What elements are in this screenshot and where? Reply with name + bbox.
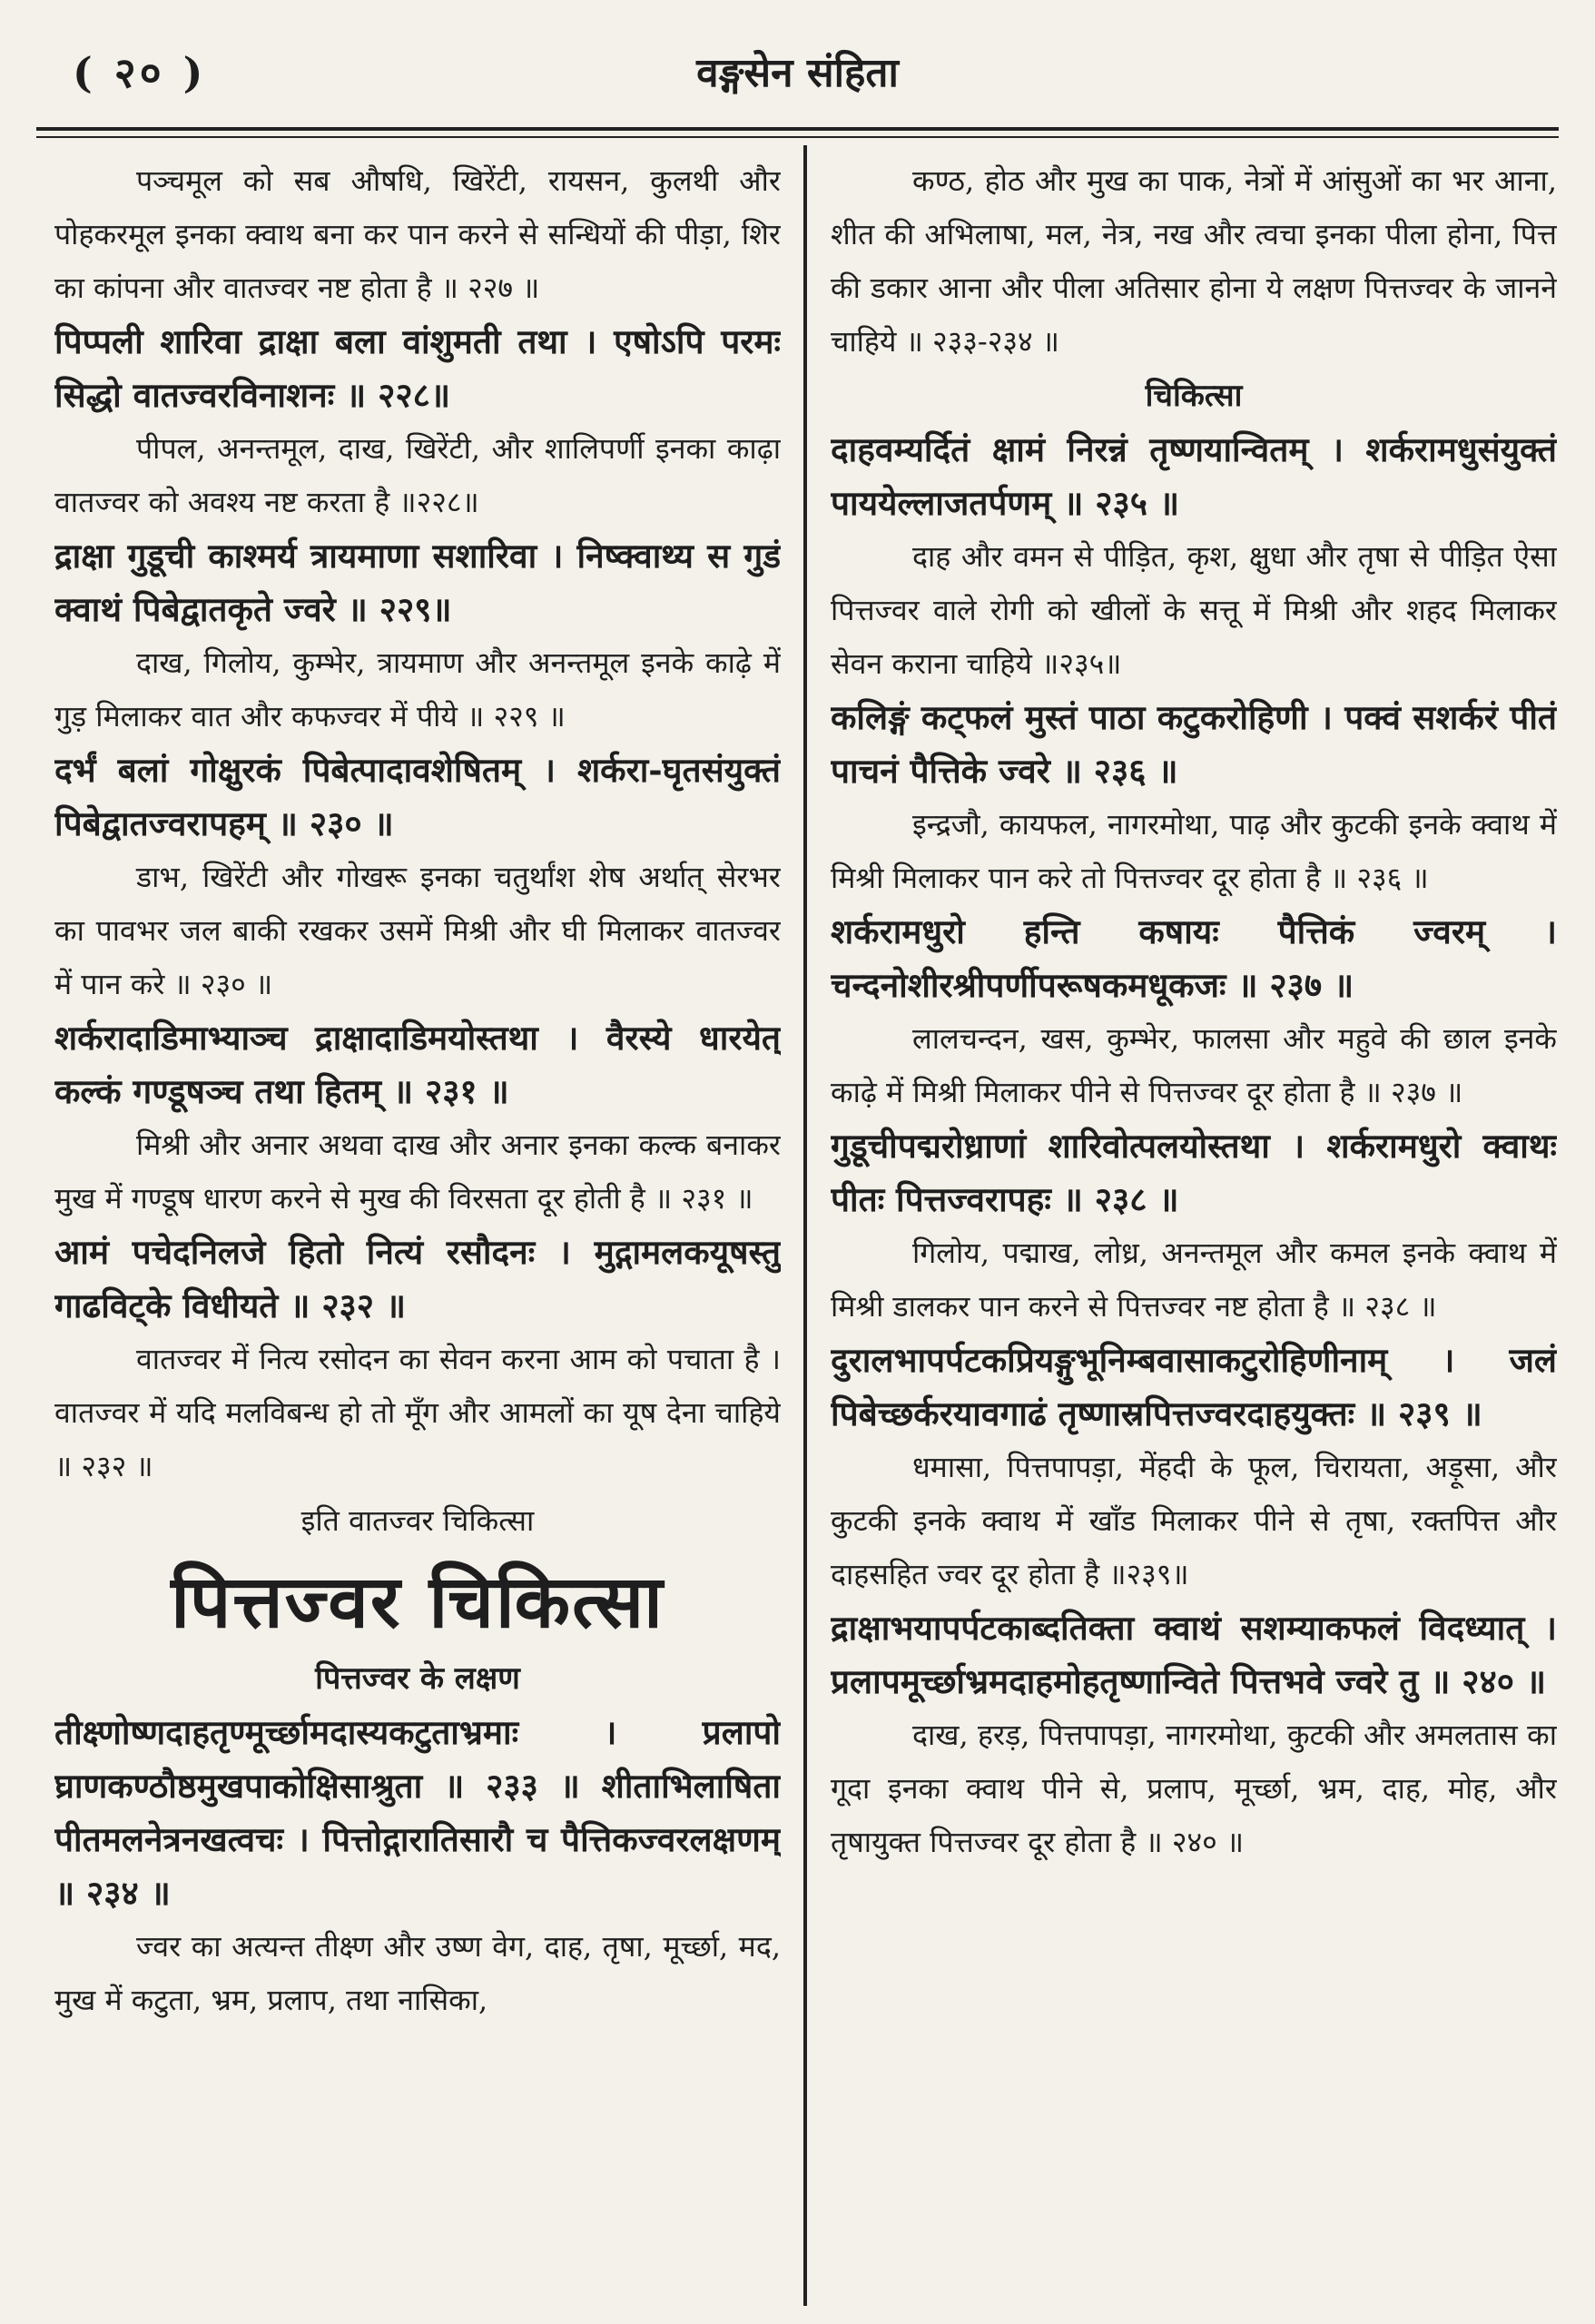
hindi-commentary: डाभ, खिरेंटी और गोखरू इनका चतुर्थांश शेष अर्थात् सेरभर का पावभर जल बाकी रखकर उसमें मिश्री और घी मिलाकर वातज्वर में पान करे ॥ २३० ॥	[54, 860, 781, 1001]
running-title: वङ्गसेन संहिता	[696, 50, 899, 96]
hindi-commentary: इन्द्रजौ, कायफल, नागरमोथा, पाढ़ और कुटकी इनके क्वाथ में मिश्री मिलाकर पान करे तो पित्तज्वर दूर होता है ॥ २३६ ॥	[831, 807, 1557, 895]
hindi-commentary: मिश्री और अनार अथवा दाख और अनार इनका कल्क बनाकर मुख में गण्डूष धारण करने से मुख की विरसता दूर होती है ॥ २३१ ॥	[54, 1128, 781, 1216]
sanskrit-verse: तीक्ष्णोष्णदाहतृण्मूर्च्छामदास्यकटुताभ्रमाः । प्रलापो घ्राणकण्ठौष्ठमुखपाकोक्षिसाश्रुता ॥ २३३ ॥ शीताभिलाषिता पीतमलनेत्रनखत्वचः । पित्तोद्गारातिसारौ च पैत्तिकज्वरलक्षणम् ॥ २३४ ॥	[54, 1712, 781, 1913]
left-column	[54, 154, 781, 2306]
hindi-commentary: कण्ठ, होठ और मुख का पाक, नेत्रों में आंसुओं का भर आना, शीत की अभिलाषा, मल, नेत्र, नख और त्वचा इनका पीला होना, पित्त की डकार आना और पीला अतिसार होना ये लक्षण पित्तज्वर के जानने चाहिये ॥ २३३-२३४ ॥	[831, 163, 1557, 359]
subheading: चिकित्सा	[1145, 378, 1243, 414]
hindi-commentary: दाख, हरड़, पित्तपापड़ा, नागरमोथा, कुटकी और अमलतास का गूदा इनका क्वाथ पीने से, प्रलाप, मूर्च्छा, भ्रम, दाह, मोह, और तृषायुक्त पित्तज्वर दूर होता है ॥ २४० ॥	[831, 1718, 1557, 1859]
hindi-commentary: दाख, गिलोय, कुम्भेर, त्रायमाण और अनन्तमूल इनके काढ़े में गुड़ मिलाकर वात और कफज्वर में पीये ॥ २२९ ॥	[54, 645, 781, 734]
sanskrit-verse: शर्करामधुरो हन्ति कषायः पैत्तिकं ज्वरम् । चन्दनोशीरश्रीपर्णीपरूषकमधूकजः ॥ २३७ ॥	[831, 911, 1557, 1005]
sanskrit-verse: दर्भं बलां गोक्षुरकं पिबेत्पादावशेषितम् । शर्करा-घृतसंयुक्तं पिबेद्वातज्वरापहम् ॥ २३० ॥	[54, 750, 781, 843]
section-heading: पित्तज्वर चिकित्सा	[171, 1559, 665, 1644]
hindi-commentary: ज्वर का अत्यन्त तीक्ष्ण और उष्ण वेग, दाह, तृषा, मूर्च्छा, मद, मुख में कटुता, भ्रम, प्रलाप, तथा नासिका,	[54, 1929, 781, 2017]
page-header	[54, 36, 1541, 109]
hindi-commentary: लालचन्दन, खस, कुम्भेर, फालसा और महुवे की छाल इनके काढ़े में मिश्री मिलाकर पीने से पित्तज्वर दूर होता है ॥ २३७ ॥	[831, 1021, 1557, 1109]
header-rule-thin	[36, 136, 1559, 138]
sanskrit-verse: गुडूचीपद्मरोध्राणां शारिवोत्पलयोस्तथा । शर्करामधुरो क्वाथः पीतः पित्तज्वरापहः ॥ २३८ ॥	[831, 1126, 1557, 1219]
column-divider	[803, 145, 807, 2306]
hindi-commentary: पञ्चमूल को सब औषधि, खिरेंटी, रायसन, कुलथी और पोहकरमूल इनका क्वाथ बना कर पान करने से सन्धियों की पीड़ा, शिर का कांपना और वातज्वर नष्ट होता है ॥ २२७ ॥	[54, 163, 781, 305]
hindi-commentary: धमासा, पित्तपापड़ा, मेंहदी के फूल, चिरायता, अड़ूसा, और कुटकी इनके क्वाथ में खाँड मिलाकर पीने से तृषा, रक्तपित्त और दाहसहित ज्वर दूर होता है ॥२३९॥	[831, 1450, 1557, 1591]
sanskrit-verse: द्राक्षा गुडूची काश्मर्य त्रायमाणा सशारिवा । निष्क्वाथ्य स गुडं क्वाथं पिबेद्वातकृते ज्वरे ॥ २२९॥	[54, 536, 781, 629]
sanskrit-verse: आमं पचेदनिलजे हितो नित्यं रसौदनः । मुद्गामलकयूषस्तु गाढविट्के विधीयते ॥ २३२ ॥	[54, 1232, 781, 1325]
subheading: पित्तज्वर के लक्षण	[315, 1660, 520, 1697]
hindi-commentary: पीपल, अनन्तमूल, दाख, खिरेंटी, और शालिपर्णी इनका काढ़ा वातज्वर को अवश्य नष्ट करता है ॥२२८॥	[54, 431, 781, 519]
sanskrit-verse: पिप्पली शारिवा द्राक्षा बला वांशुमती तथा । एषोऽपि परमः सिद्धो वातज्वरविनाशनः ॥ २२८॥	[54, 321, 781, 415]
sanskrit-verse: द्राक्षाभयापर्पटकाब्दतिक्ता क्वाथं सशम्याकफलं विदध्यात् । प्रलापमूर्च्छाभ्रमदाहमोहतृष्णान्विते पित्तभवे ज्वरे तु ॥ २४० ॥	[831, 1608, 1557, 1701]
hindi-commentary: दाह और वमन से पीड़ित, कृश, क्षुधा और तृषा से पीड़ित ऐसा पित्तज्वर वाले रोगी को खीलों के सत्तू में मिश्री और शहद मिलाकर सेवन कराना चाहिये ॥२३५॥	[831, 539, 1557, 681]
sanskrit-verse: दाहवम्यर्दितं क्षामं निरन्नं तृष्णयान्वितम् । शर्करामधुसंयुक्तं पाययेल्लाजतर्पणम् ॥ २३५ ॥	[831, 429, 1557, 523]
hindi-commentary: वातज्वर में नित्य रसोदन का सेवन करना आम को पचाता है । वातज्वर में यदि मलविबन्ध हो तो मूँग और आमलों का यूष देना चाहिये ॥ २३२ ॥	[54, 1342, 781, 1483]
section-end-note: इति वातज्वर चिकित्सा	[300, 1503, 535, 1538]
page-number: ( २० )	[73, 48, 207, 97]
sanskrit-verse: शर्करादाडिमाभ्याञ्च द्राक्षादाडिमयोस्तथा । वैरस्ये धारयेत् कल्कं गण्डूषञ्च तथा हितम् ॥ २३१ ॥	[54, 1018, 781, 1111]
right-column	[831, 154, 1557, 2306]
sanskrit-verse: कलिङ्गं कट्फलं मुस्तं पाठा कटुकरोहिणी । पक्वं सशर्करं पीतं पाचनं पैत्तिके ज्वरे ॥ २३६ ॥	[831, 697, 1557, 791]
header-rule	[36, 127, 1559, 131]
sanskrit-verse: दुरालभापर्पटकप्रियङ्गुभूनिम्बवासाकटुरोहिणीनाम् । जलं पिबेच्छर्करयावगाढं तृष्णास्रपित्तज्वरदाहयुक्तः ॥ २३९ ॥	[831, 1340, 1557, 1433]
hindi-commentary: गिलोय, पद्माख, लोध्र, अनन्तमूल और कमल इनके क्वाथ में मिश्री डालकर पान करने से पित्तज्वर नष्ट होता है ॥ २३८ ॥	[831, 1236, 1557, 1324]
